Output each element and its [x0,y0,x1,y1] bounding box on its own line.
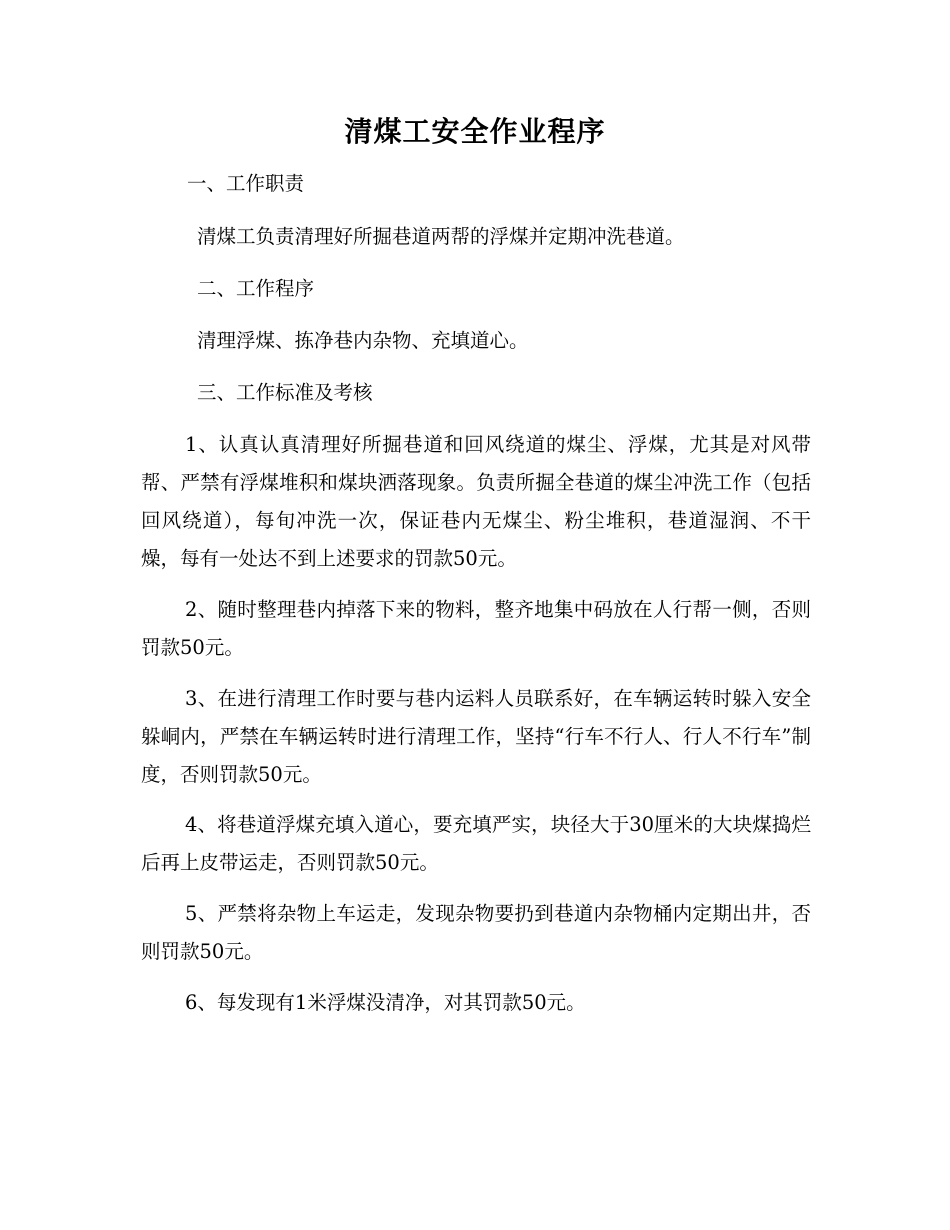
section-heading-duties: 一、工作职责 [187,172,305,195]
standard-item-4: 4、将巷道浮煤充填入道心，要充填严实，块径大于30厘米的大块煤捣烂后再上皮带运走，否则罚款50元。 [141,813,811,874]
section-heading-procedure: 二、工作程序 [197,277,315,300]
document-title: 清煤工安全作业程序 [344,115,606,148]
standard-item-6: 6、每发现有1米浮煤没清净，对其罚款50元。 [185,991,586,1014]
standard-item-1: 1、认真认真清理好所掘巷道和回风绕道的煤尘、浮煤，尤其是对风带帮、严禁有浮煤堆积和煤块洒落现象。负责所掘全巷道的煤尘冲洗工作（包括回风绕道），每旬冲洗一次，保证巷内无煤尘、粉尘堆积，巷道湿润、不干燥，每有一处达不到上述要求的罚款50元。 [141,433,811,570]
duties-text: 清煤工负责清理好所掘巷道两帮的浮煤并定期冲洗巷道。 [197,225,685,248]
standard-item-5: 5、严禁将杂物上车运走，发现杂物要扔到巷道内杂物桶内定期出井，否则罚款50元。 [141,902,811,963]
procedure-text: 清理浮煤、拣净巷内杂物、充填道心。 [197,329,529,352]
standard-item-2: 2、随时整理巷内掉落下来的物料，整齐地集中码放在人行帮一侧，否则罚款50元。 [141,598,811,659]
section-heading-standards: 三、工作标准及考核 [197,381,373,404]
standard-item-3: 3、在进行清理工作时要与巷内运料人员联系好，在车辆运转时躲入安全躲峒内，严禁在车辆运转时进行清理工作，坚持“行车不行人、行人不行车”制度，否则罚款50元。 [141,687,811,786]
